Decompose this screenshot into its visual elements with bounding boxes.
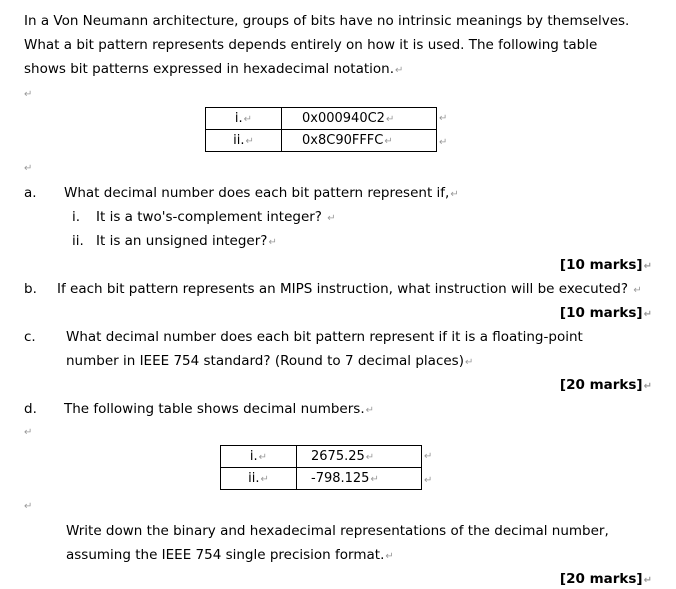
row-end-mark: ↵ (439, 137, 448, 148)
paragraph-mark: ↵ (24, 89, 33, 100)
intro-line-2: What a bit pattern represents depends entirely on how it is used. The following table (24, 37, 598, 53)
question-c-line-1: What decimal number does each bit pattern represent if it is a floating-point (66, 329, 583, 345)
table-cell-value: 2675.25↵ (297, 446, 422, 468)
paragraph-mark: ↵ (24, 427, 33, 438)
intro-line-1: In a Von Neumann architecture, groups of bits have no intrinsic meanings by themselves. (24, 13, 630, 29)
question-a-text: What decimal number does each bit pattern represent if,↵ (64, 185, 459, 201)
question-a-label: a. (24, 185, 37, 201)
question-d-marks: [20 marks]↵ (559, 571, 652, 587)
question-c-line-2: number in IEEE 754 standard? (Round to 7 decimal places)↵ (66, 353, 474, 369)
table-row (206, 130, 437, 152)
decimal-table (220, 445, 422, 490)
question-a-marks: [10 marks]↵ (559, 257, 652, 273)
hex-table (205, 107, 437, 152)
row-end-mark: ↵ (424, 451, 433, 462)
question-c-label: c. (24, 329, 36, 345)
table-cell-value: -798.125↵ (297, 468, 422, 490)
intro-line-3: shows bit patterns expressed in hexadecimal notation.↵ (24, 61, 404, 77)
table-cell-value: 0x000940C2↵ (282, 108, 437, 130)
row-end-mark: ↵ (439, 113, 448, 124)
paragraph-mark: ↵ (24, 501, 33, 512)
question-b-text: If each bit pattern represents an MIPS instruction, what instruction will be executed? ↵ (57, 281, 642, 297)
table-cell-value: 0x8C90FFFC↵ (282, 130, 437, 152)
table-cell-key: ii.↵ (206, 130, 282, 152)
question-b-label: b. (24, 281, 37, 297)
question-b-marks: [10 marks]↵ (559, 305, 652, 321)
paragraph-mark: ↵ (24, 163, 33, 174)
sub-i-label: i. (72, 209, 81, 225)
table-cell-key: i.↵ (221, 446, 297, 468)
row-end-mark: ↵ (424, 475, 433, 486)
table-row (221, 468, 422, 490)
table-row (221, 446, 422, 468)
question-c-marks: [20 marks]↵ (559, 377, 652, 393)
table-cell-key: i.↵ (206, 108, 282, 130)
question-d-text: The following table shows decimal numbers.↵ (64, 401, 374, 417)
table-row (206, 108, 437, 130)
sub-ii-text: It is an unsigned integer?↵ (96, 233, 277, 249)
question-d-line-2: assuming the IEEE 754 single precision format.↵ (66, 547, 394, 563)
sub-ii-label: ii. (72, 233, 84, 249)
question-d-line-1: Write down the binary and hexadecimal representations of the decimal number, (66, 523, 609, 539)
sub-i-text: It is a two's-complement integer? ↵ (96, 209, 336, 225)
question-d-label: d. (24, 401, 37, 417)
table-cell-key: ii.↵ (221, 468, 297, 490)
